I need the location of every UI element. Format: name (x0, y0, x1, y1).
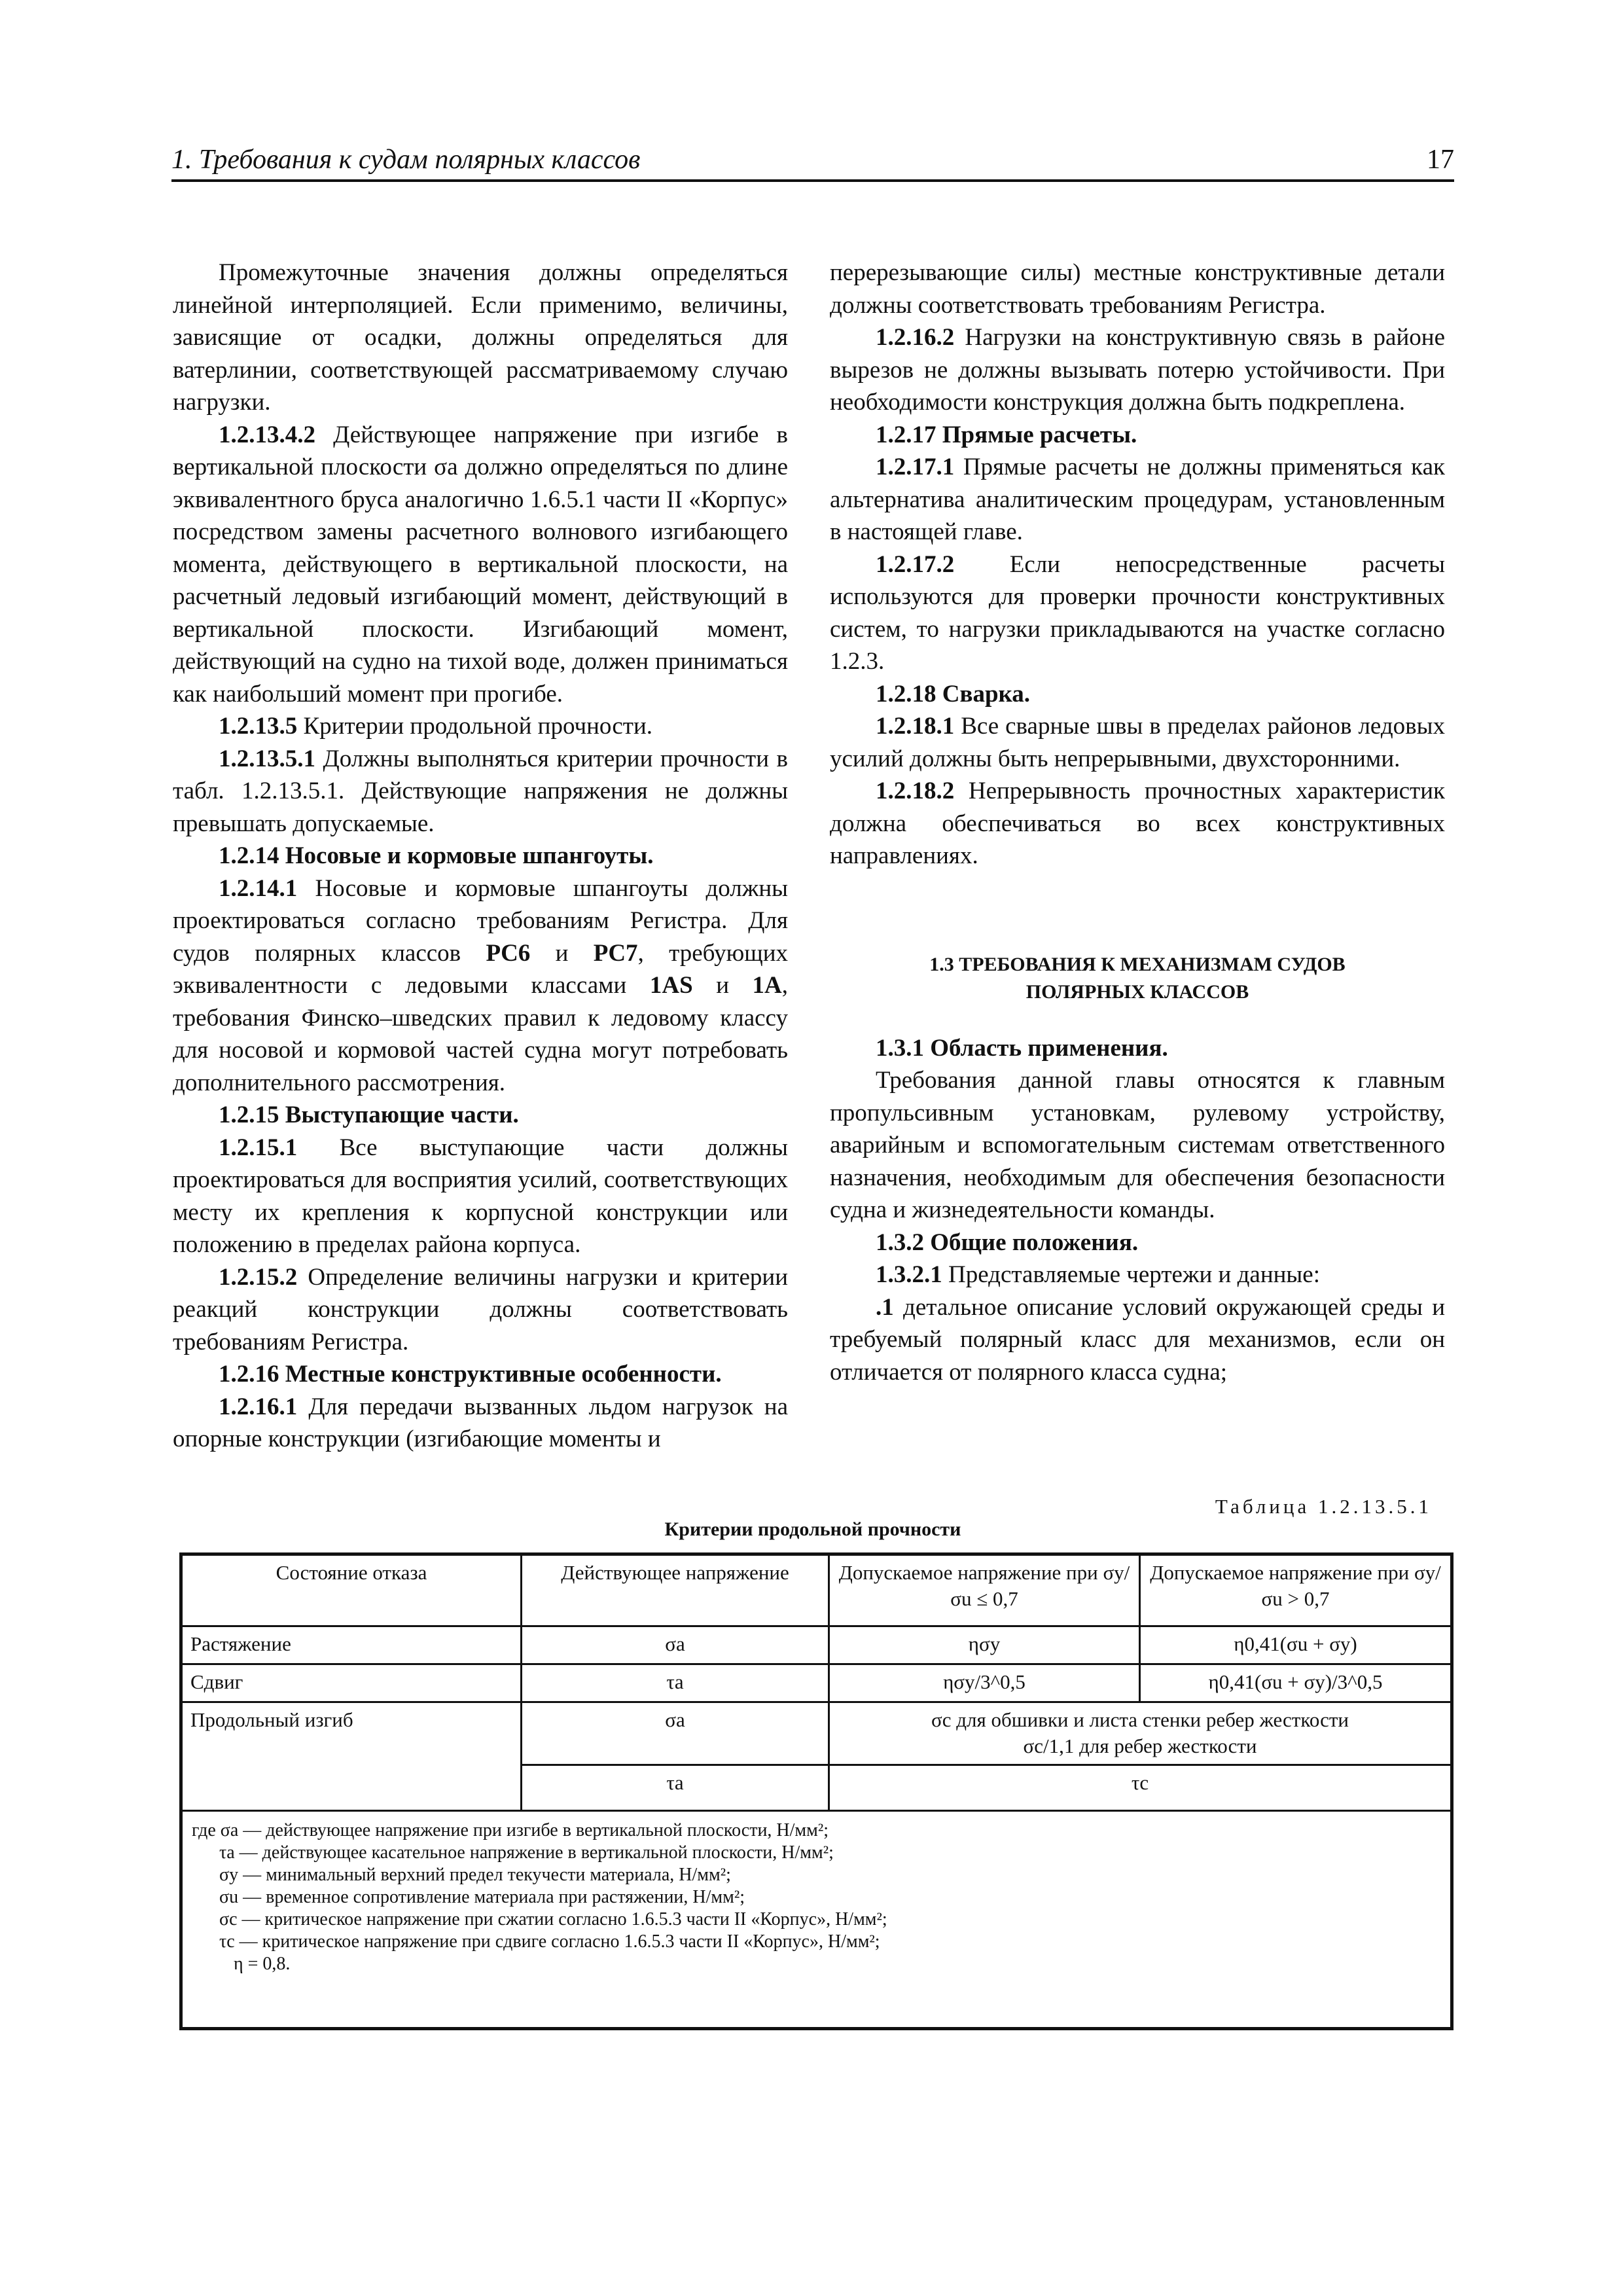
clause-text: Для передачи вызванных льдом нагрузок на опорные конструкции (изгибающие моменты и (173, 1393, 789, 1452)
table-cell: τa (522, 1765, 829, 1811)
list-marker: .1 (876, 1293, 894, 1321)
table-cell: τa (522, 1664, 829, 1702)
page-number: 17 (1427, 145, 1454, 175)
clause-number: 1.2.15.2 (219, 1263, 298, 1291)
table-header-cell: Состояние отказа (181, 1554, 522, 1626)
paragraph: перерезывающие силы) местные конструктивные детали должны соответствовать требованиям Регистра. (830, 259, 1445, 319)
table-cell: η0,41(σu + σy) (1140, 1626, 1452, 1664)
table-header-row (181, 1554, 1452, 1626)
paragraph (173, 1391, 788, 1456)
clause-number: 1.2.16.2 (876, 324, 955, 351)
paragraph (173, 710, 788, 743)
note-line: σy — минимальный верхний предел текучести материала, Н/мм²; (219, 1865, 731, 1885)
clause-text: , требования Финско–шведских правил к ледовому классу для носовой и кормовой частей судна могут потребовать дополнительного рассмотрения. (173, 972, 789, 1096)
running-title: 1. Требования к судам полярных классов (171, 145, 641, 175)
clause-number: 1.2.16.1 (219, 1393, 298, 1420)
paragraph: Требования данной главы относятся к главным пропульсивным установкам, рулевому устройству, аварийным и вспомогательным системам ответственного назначения, необходимым для обеспечения безопасности судна и жизнедеятельности команды. (830, 1067, 1445, 1223)
table-title: Критерии продольной прочности (664, 1518, 961, 1540)
note-line: η = 0,8. (234, 1954, 291, 1974)
note-line: τc — критическое напряжение при сдвиге согласно 1.6.5.3 части II «Корпус», Н/мм²; (219, 1931, 880, 1952)
paragraph (830, 710, 1445, 775)
clause-text: Прямые расчеты не должны применяться как альтернатива аналитическим процедурам, установленным в настоящей главе. (830, 454, 1446, 545)
page-header (171, 140, 1454, 182)
clause-text: Определение величины нагрузки и критерии реакций конструкции должны соответствовать требованиям Регистра. (173, 1263, 788, 1355)
table-cell: ησy/3^0,5 (829, 1664, 1140, 1702)
table-cell: σa (522, 1626, 829, 1664)
table-cell (829, 1702, 1452, 1765)
clause-text: Если непосредственные расчеты используются для проверки прочности конструктивных систем, то нагрузки прикладываются на участке согласно 1.2.3. (830, 550, 1446, 675)
note-line: σc — критическое напряжение при сжатии согласно 1.6.5.3 части II «Корпус», Н/мм²; (219, 1909, 887, 1929)
section-heading: 1.2.14 Носовые и кормовые шпангоуты. (219, 842, 654, 869)
note-line: τa — действующее касательное напряжение в вертикальной плоскости, Н/мм²; (219, 1842, 834, 1863)
paragraph (173, 1261, 788, 1359)
clause-text: Все сварные швы в пределах районов ледовых усилий должны быть непрерывными, двухсторонними. (830, 713, 1446, 772)
table-cell: Сдвиг (181, 1664, 522, 1702)
paragraph (830, 1291, 1445, 1389)
clause-text: детальное описание условий окружающей среды и требуемый полярный класс для механизмов, если он отличается от полярного класса судна; (830, 1293, 1445, 1386)
paragraph (830, 1259, 1445, 1291)
clause-text: Нагрузки на конструктивную связь в районе вырезов не должны вызывать потерю устойчивости. При необходимости конструкция должна быть подкреплена. (830, 324, 1445, 416)
table-cell: ησy (829, 1626, 1140, 1664)
section-heading: 1.2.18 Сварка. (876, 680, 1031, 708)
section-heading: 1.2.16 Местные конструктивные особенности. (219, 1361, 722, 1388)
paragraph (173, 872, 788, 1100)
clause-text: и (716, 972, 730, 999)
right-column (830, 257, 1445, 1388)
section-heading: 1.3.1 Область применения. (876, 1034, 1168, 1062)
clause-text: Действующее напряжение при изгибе в вертикальной плоскости σa должно определяться по длине эквивалентного бруса аналогично 1.6.5.1 части II «Корпус» посредством замены расчетного волнового изгибающего момента, действующего в вертикальной плоскости, на расчетный ледовый изгибающий момент, действующий в вертикальной плоскости. Изгибающий момент, действующий на судно на тихой воде, должен приниматься как наибольший момент при прогибе. (173, 421, 788, 708)
paragraph (830, 775, 1445, 872)
clause-number: 1.2.13.5 (219, 713, 298, 740)
clause-number: 1.2.17.1 (876, 454, 955, 480)
clause-text: Носовые и кормовые шпангоуты должны проектироваться согласно требованиям Регистра. Для судов полярных классов (173, 874, 788, 967)
class-label: 1A (752, 972, 782, 999)
clause-text: Критерии продольной прочности. (303, 713, 653, 740)
left-column (173, 257, 788, 1456)
paragraph: Промежуточные значения должны определяться линейной интерполяцией. Если применимо, величины, зависящие от осадки, должны определяться для ватерлинии, соответствующей рассматриваемому случаю нагрузки. (173, 259, 788, 416)
paragraph (173, 1132, 788, 1261)
clause-text: , требующих эквивалентности с ледовыми классами (173, 939, 789, 999)
table-header-cell: Действующее напряжение (522, 1554, 829, 1626)
table-row (181, 1626, 1452, 1664)
clause-number: 1.2.13.5.1 (219, 745, 315, 772)
table-caption: Таблица 1.2.13.5.1 (1215, 1495, 1432, 1518)
table-row (181, 1664, 1452, 1702)
class-label: PC6 (486, 939, 531, 967)
note-line: σu — временное сопротивление материала при растяжении, Н/мм²; (219, 1887, 745, 1907)
clause-number: 1.2.13.4.2 (219, 421, 315, 448)
section-heading: 1.2.15 Выступающие части. (219, 1102, 519, 1128)
paragraph (830, 451, 1445, 548)
spacer (830, 872, 1445, 951)
paragraph (830, 548, 1445, 678)
table-cell: Растяжение (181, 1626, 522, 1664)
clause-number: 1.2.17.2 (876, 550, 955, 578)
section-heading: 1.2.17 Прямые расчеты. (876, 421, 1137, 448)
chapter-heading-line2: ПОЛЯРНЫХ КЛАССОВ (1026, 980, 1249, 1003)
chapter-heading-line1: 1.3 ТРЕБОВАНИЯ К МЕХАНИЗМАМ СУДОВ (929, 953, 1346, 975)
spacer (830, 1006, 1445, 1032)
paragraph (173, 419, 788, 711)
table-cell: τc (829, 1765, 1452, 1811)
clause-number: 1.2.18.2 (876, 778, 955, 804)
table-header-cell: Допускаемое напряжение при σy/σu > 0,7 (1140, 1554, 1452, 1626)
paragraph (173, 743, 788, 840)
table-notes (181, 1811, 1452, 2029)
table-notes-row (181, 1811, 1452, 2029)
section-heading: 1.3.2 Общие положения. (876, 1229, 1139, 1256)
table-cell: Продольный изгиб (181, 1702, 522, 1811)
table-header-cell: Допускаемое напряжение при σy/σu ≤ 0,7 (829, 1554, 1140, 1626)
clause-text: Должны выполняться критерии прочности в табл. 1.2.13.5.1. Действующие напряжения не должны превышать допускаемые. (173, 745, 788, 837)
clause-number: 1.2.18.1 (876, 713, 955, 740)
clause-text: и (555, 939, 569, 967)
cell-line: σc для обшивки и листа стенки ребер жесткости (931, 1708, 1349, 1731)
class-label: 1AS (649, 972, 693, 999)
table-cell: σa (522, 1702, 829, 1765)
clause-text: Все выступающие части должны проектироваться для восприятия усилий, соответствующих месту их крепления к корпусной конструкции или положению в пределах района корпуса. (173, 1134, 788, 1258)
class-label: PC7 (593, 939, 638, 967)
criteria-table (179, 1552, 1454, 2030)
clause-text: Непрерывность прочностных характеристик должна обеспечиваться во всех конструктивных направлениях. (830, 778, 1445, 869)
table-cell: η0,41(σu + σy)/3^0,5 (1140, 1664, 1452, 1702)
clause-number: 1.2.15.1 (219, 1134, 298, 1161)
table-row (181, 1702, 1452, 1765)
cell-line: σc/1,1 для ребер жесткости (1023, 1734, 1257, 1757)
clause-number: 1.2.14.1 (219, 874, 298, 902)
note-line: где σa — действующее напряжение при изгибе в вертикальной плоскости, Н/мм²; (192, 1820, 829, 1840)
paragraph (830, 321, 1445, 419)
clause-number: 1.3.2.1 (876, 1261, 942, 1288)
clause-text: Представляемые чертежи и данные: (948, 1261, 1320, 1288)
